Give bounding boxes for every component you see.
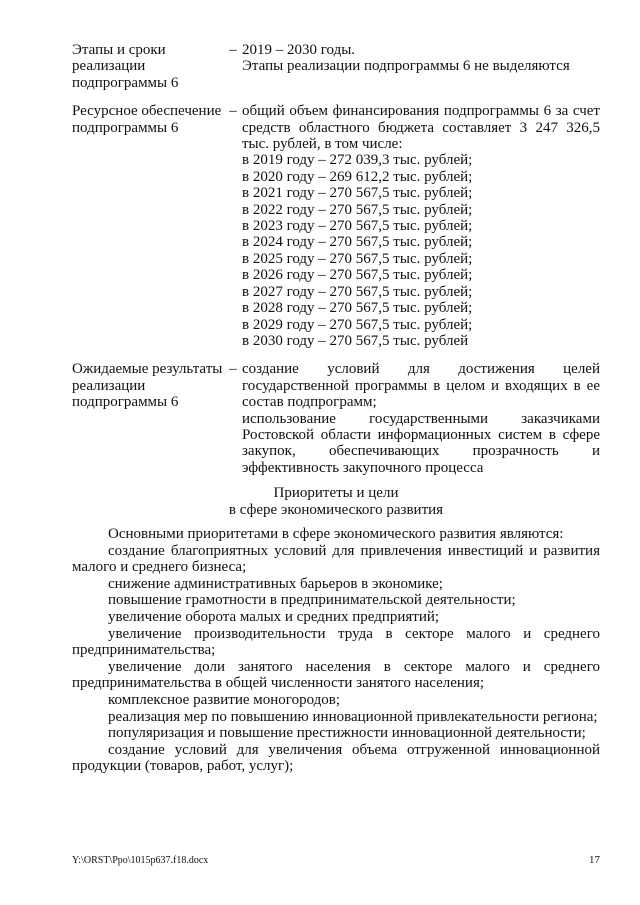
passport-row-stages — [72, 42, 600, 103]
section-heading: Приоритеты и цели в сфере экономического развития — [228, 485, 444, 518]
row-label: Ожидаемые результаты реализации подпрограммы 6 — [72, 361, 223, 411]
subprogram-passport-table — [72, 42, 600, 476]
funding-year: в 2026 году – 270 567,5 тыс. рублей; — [242, 267, 473, 284]
funding-year: в 2020 году – 269 612,2 тыс. рублей; — [242, 168, 473, 185]
funding-year: в 2024 году – 270 567,5 тыс. рублей; — [242, 234, 473, 251]
passport-row-results — [72, 361, 600, 476]
priorities-body — [72, 526, 600, 775]
priority-item: создание условий для увеличения объема отгруженной инновационной продукции (товаров, работ, услуг); — [72, 741, 600, 775]
row-value — [242, 103, 600, 361]
priority-item: создание благоприятных условий для привлечения инвестиций и развития малого и среднего бизнеса; — [72, 542, 600, 576]
priority-item: популяризация и повышение престижности инновационной деятельности; — [108, 725, 586, 742]
row-value — [242, 361, 600, 476]
funding-year: в 2025 году – 270 567,5 тыс. рублей; — [242, 250, 473, 267]
row-dash: – — [229, 361, 237, 378]
row-label: Этапы и сроки реализации подпрограммы 6 — [72, 42, 179, 91]
priority-item: комплексное развитие моногородов; — [108, 691, 341, 708]
funding-year: в 2029 году – 270 567,5 тыс. рублей; — [242, 316, 473, 333]
result-item: использование государственными заказчиками Ростовской области информационных систем в сфере закупок, обеспечивающих прозрачность и эффективность закупочного процесса — [242, 410, 600, 476]
footer-file-path: Y:\ORST\Ppo\1015p637.f18.docx — [72, 855, 209, 866]
priority-item: снижение административных барьеров в экономике; — [108, 575, 443, 592]
funding-year: в 2023 году – 270 567,5 тыс. рублей; — [242, 218, 473, 235]
result-item: создание условий для достижения целей государственной программы в целом и входящих в ее состав подпрограмм; — [242, 361, 600, 411]
row-dash: – — [229, 42, 237, 58]
funding-year: в 2021 году – 270 567,5 тыс. рублей; — [242, 185, 473, 202]
priority-item: реализация мер по повышению инновационной привлекательности региона; — [108, 708, 598, 725]
funding-year: в 2022 году – 270 567,5 тыс. рублей; — [242, 201, 473, 218]
row-label: Ресурсное обеспечение подпрограммы 6 — [72, 103, 222, 136]
funding-year: в 2019 году – 272 039,3 тыс. рублей; — [242, 152, 473, 169]
priority-item: увеличение доли занятого населения в секторе малого и среднего предпринимательства в общей численности занятого населения; — [72, 658, 600, 692]
funding-intro: общий объем финансирования подпрограммы 6 за счет средств областного бюджета составляет 3 247 326,5 тыс. рублей, в том числе: — [242, 103, 600, 153]
page-number: 17 — [589, 854, 600, 866]
priority-item: увеличение оборота малых и средних предприятий; — [108, 608, 440, 625]
row-dash: – — [229, 103, 237, 120]
funding-year: в 2027 году – 270 567,5 тыс. рублей; — [242, 283, 473, 300]
row-value: 2019 – 2030 годы. Этапы реализации подпрограммы 6 не выделяются — [242, 42, 570, 75]
priority-item: повышение грамотности в предпринимательской деятельности; — [108, 592, 516, 609]
priorities-intro: Основными приоритетами в сфере экономического развития являются: — [108, 526, 564, 542]
funding-year: в 2028 году – 270 567,5 тыс. рублей; — [242, 300, 473, 317]
priority-item: увеличение производительности труда в секторе малого и среднего предпринимательства; — [72, 625, 600, 659]
passport-row-funding — [72, 103, 600, 361]
funding-year: в 2030 году – 270 567,5 тыс. рублей — [242, 332, 469, 349]
